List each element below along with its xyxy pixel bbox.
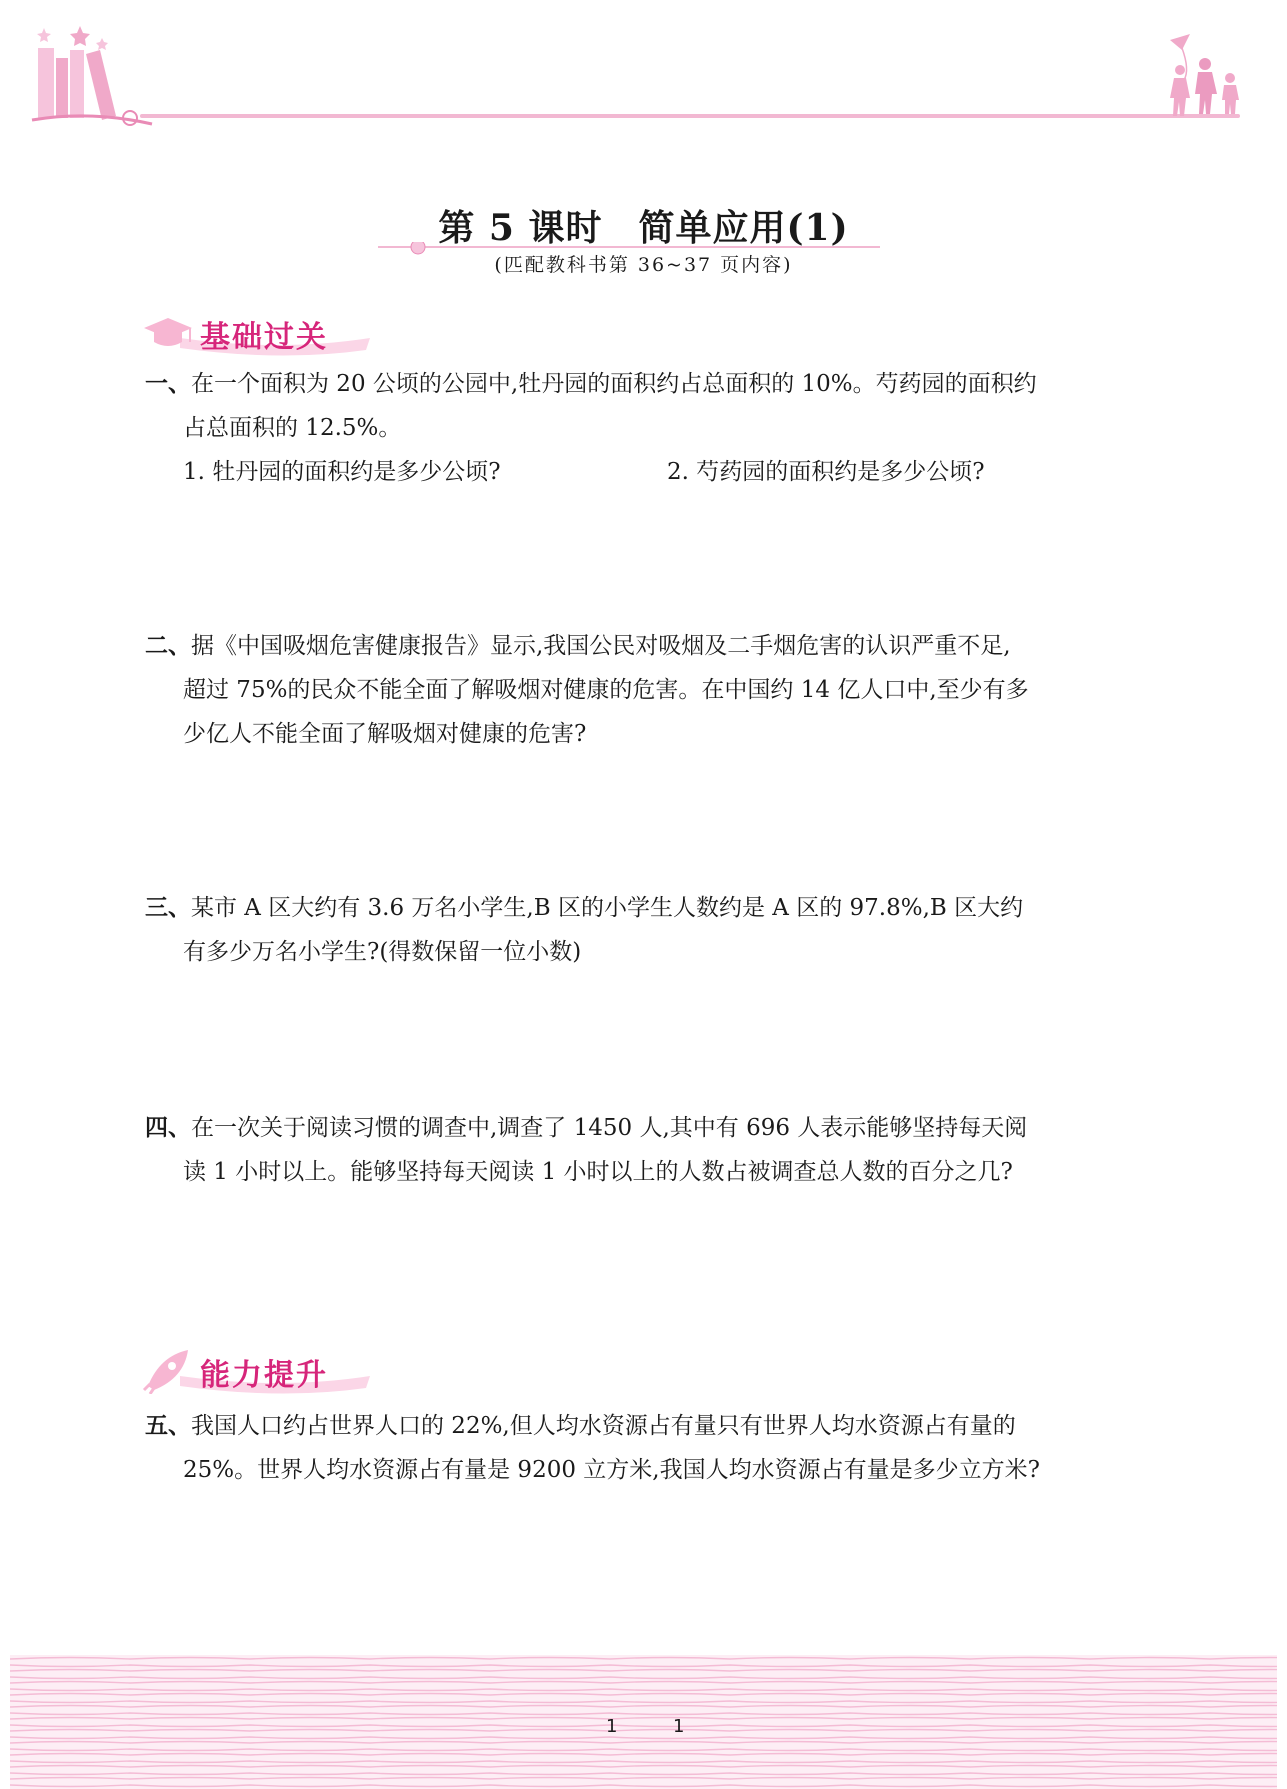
question-text: 某市 A 区大约有 3.6 万名小学生,B 区的小学生人数约是 A 区的 97.8%,B 区大约	[191, 895, 1024, 921]
question-text: 占总面积的 12.5%。	[183, 415, 402, 441]
textbook-reference: (匹配教科书第 36~37 页内容)	[494, 254, 793, 276]
lesson-topic: 简单应用(1)	[638, 207, 849, 249]
question-text: 少亿人不能全面了解吸烟对健康的危害?	[183, 721, 587, 747]
book-stars-decoration-icon	[30, 20, 155, 130]
question-text: 超过 75%的民众不能全面了解吸烟对健康的危害。在中国约 14 亿人口中,至少有多	[183, 677, 1029, 703]
question-1	[145, 362, 1145, 494]
lesson-number: 第 5 课时	[438, 207, 603, 249]
question-2	[145, 624, 1145, 756]
section-label-advanced: 能力提升	[200, 1358, 328, 1393]
section-heading-basic	[140, 308, 380, 356]
section-heading-advanced	[140, 1346, 380, 1394]
question-4	[145, 1106, 1145, 1194]
header-rule	[140, 114, 1240, 118]
question-number: 五、	[145, 1412, 191, 1439]
footer-wave-band	[10, 1655, 1277, 1789]
question-text: 读 1 小时以上。能够坚持每天阅读 1 小时以上的人数占被调查总人数的百分之几?	[183, 1159, 1013, 1185]
question-text: 有多少万名小学生?(得数保留一位小数)	[183, 939, 582, 965]
question-text: 在一个面积为 20 公顷的公园中,牡丹园的面积约占总面积的 10%。芍药园的面积约	[191, 371, 1037, 397]
question-number: 一、	[145, 370, 191, 397]
section-label-basic: 基础过关	[200, 320, 328, 355]
question-text: 25%。世界人均水资源占有量是 9200 立方米,我国人均水资源占有量是多少立方米?	[183, 1457, 1040, 1483]
sub-question-1: 1. 牡丹园的面积约是多少公顷?	[183, 459, 501, 485]
sub-question-2: 2. 芍药园的面积约是多少公顷?	[667, 459, 985, 485]
question-number: 四、	[145, 1114, 191, 1141]
question-text: 我国人口约占世界人口的 22%,但人均水资源占有量只有世界人均水资源占有量的	[191, 1413, 1016, 1439]
question-text: 据《中国吸烟危害健康报告》显示,我国公民对吸烟及二手烟危害的认识严重不足,	[191, 633, 1011, 659]
children-kite-silhouette-icon	[1150, 30, 1250, 120]
question-3	[145, 886, 1145, 974]
question-number: 三、	[145, 894, 191, 921]
page-number-left: 1	[606, 1716, 618, 1737]
question-text: 在一次关于阅读习惯的调查中,调查了 1450 人,其中有 696 人表示能够坚持每天阅	[191, 1115, 1028, 1141]
page-number-right: 1	[673, 1716, 685, 1737]
question-number: 二、	[145, 632, 191, 659]
question-5	[145, 1404, 1145, 1492]
